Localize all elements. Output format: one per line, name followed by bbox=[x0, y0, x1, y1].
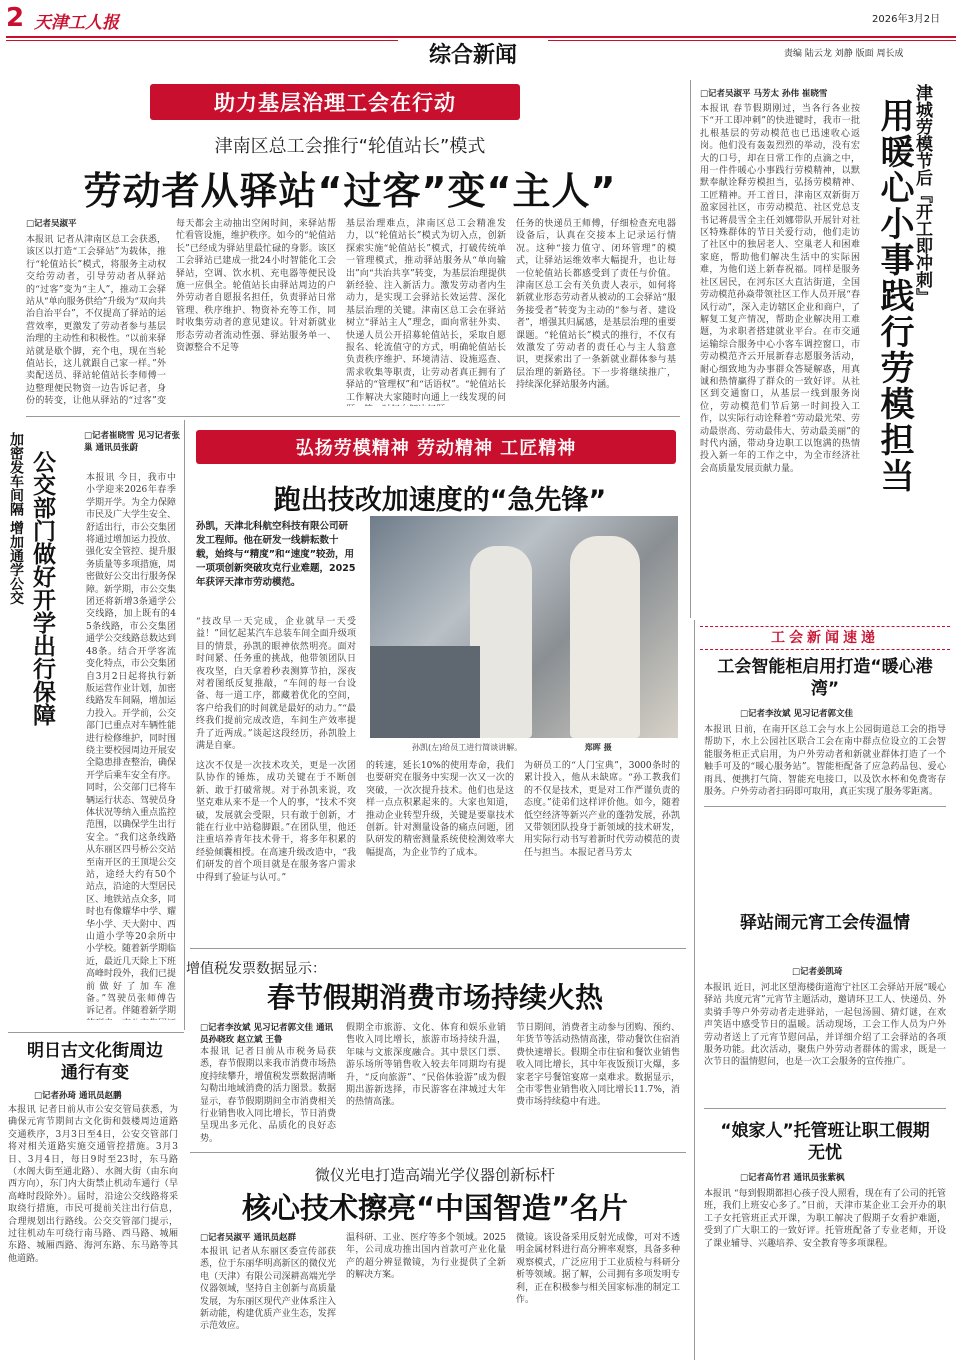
section-title: 综合新闻 bbox=[398, 38, 548, 69]
quick-news-1-byline: □记者李汝斌 见习记者郭文佳 bbox=[740, 709, 853, 719]
street-headline: 明日古文化街周边通行有变 bbox=[27, 1041, 163, 1083]
feature-col-3: 的转速，延长10%的使用寿命，我们也要研究在服务中实现一次又一次的突破，一次次提升技术。他们也是这样一点点积累起来的。大家也知道，推动企业转型升级，关键是要靠技术创新。针对测量设备的痛点问题，团队研发的精密测量系统使检测效率大幅提高，为企业节约了成本。 bbox=[366, 761, 514, 858]
optics-kicker: 微仪光电打造高端光学仪器创新标杆 bbox=[314, 1166, 555, 1184]
quick-news-header bbox=[700, 626, 950, 650]
banner-text: 助力基层治理工会在行动 bbox=[214, 91, 456, 115]
editors: 责编 陆云龙 刘静 版面 周长成 bbox=[784, 49, 904, 59]
optics-byline: □记者吴淑平 通讯员赵群 bbox=[200, 1233, 296, 1243]
lead-col-4: 任务的快递员王师傅，仔细检查充电器设备后，认真在交接本上记录运行情况。这种“接力值守、闭环管理”的模式，让驿站运维效率大幅提升，也让每一位轮值站长都感受到了责任与价值。津南区总工会有关负责人表示，如何将新就业形态劳动者从被动的工会驿站“服务接受者”转变为主动的“参与者、建设者”，增强其归属感，是基层治理的重要课题。“轮值站长”模式的推行，不仅有效激发了劳动者的责任心与主人翁意识，更探索出了一条新就业群体参与基层治理的新路径。下一步将继续推广，持续深化驿站服务内涵。 bbox=[516, 219, 676, 391]
page-number: 2 bbox=[6, 3, 25, 33]
spring-byline: □记者李汝斌 见习记者郭文佳 通讯员孙晓玫 赵立斌 王鲁 bbox=[200, 1023, 333, 1045]
paper-name: 天津工人报 bbox=[34, 13, 119, 33]
bus-byline: □记者崔晓雪 见习记者张巢 通讯员张蔚 bbox=[84, 431, 180, 453]
feature-photo-caption bbox=[412, 742, 612, 753]
section-banner-governance bbox=[150, 84, 520, 120]
feature-col-2: 这次不仅是一次技术攻关，更是一次团队协作的锤炼，成功关键在于不断创新、敢于打破常规。对于孙凯来说，攻坚克难从来不是一个人的事，“技术不突破，发展就会受限，只有敢于创新，才能在行业中站稳脚跟。”在团队里，他还注重培养青年技术骨干，将多年积累的经验倾囊相授。在高速升级改造中，“我们研发的首个项目就是在服务客户需求中得到了验证与认可。” bbox=[196, 761, 356, 883]
feature-col-4: 为研员工的“人门宝典”，3000条时的累计投入，他从未缺席。“孙工教我们的不仅是技术，更是对工作严谨负责的态度。”徒弟们这样评价他。如今，随着低空经济等新兴产业的蓬勃发展，孙凯又带领团队投身于新领域的技术研发，用实际行动书写着新时代劳动模范的责任与担当。本报记者马芳太 bbox=[524, 761, 680, 858]
issue-date: 2026年3月2日 bbox=[872, 14, 941, 25]
lead-col-1: 本报讯 记者从津南区总工会获悉，该区以打造“工会驿站”为载体，推行“轮值站长”模式，将服务主动权交给劳动者，引导劳动者从驿站的“过客”变为“主人”，推动工会驿站从“单向服务供给”升级为“双向共治自治平台”，不仅提高了驿站的运营效率，更激发了劳动者参与基层治理的主动性和积极性。“以前来驿站就是歇个脚，充个电，现在当轮值站长，这儿就跟自己家一样。”外卖配送员、驿站轮值站长李师傅一边整理便民物资一边告诉记者，身份的转变，让他从驿站的“过客”变 bbox=[26, 235, 166, 406]
optics-col-2: 温科研、工业、医疗等多个领域。2025年，公司成功推出国内首款可产业化量产的超分辨显微镜，为行业提供了全新的解决方案。 bbox=[346, 1233, 506, 1281]
bus-body: 本报讯 今日，我市中小学迎来2026年春季学期开学。为全力保障市民及广大学生安全、舒适出行，市公交集团将通过增加运力投放、强化安全管控、提升服务质量等多项措施，周密做好公交出行服务保障。新学期，市公交集团还将新增3条通学公交线路，加上既有的45条线路，市公交集团通学公交线路总数达到48条。结合开学客流变化特点，市公交集团自3月2日起将执行新版运营作业计划，加密线路发车间隔，增加运力投入。开学前，公交部门已重点对车辆性能进行检修维护，同时围绕主要校园周边开展安全隐患排查整治，确保开学后乘车安全有序。同时，公交部门已将车辆运行状态、驾驶员身体状况等纳入重点监控范围，以确保学生出行安全。“我们这条线路从东丽区四号桥公交站至南开区的王顶堤公交站，途经大约有50个站点，沿途的大型居民区、地铁站点众多，同时也有像耀华中学、耀华小学、天大附中、西山道小学等20余所中小学校。随着新学期临近，最近几天除上下班高峰时段外，我们已提前做好了加车准备。”驾驶员张师傅告诉记者。伴随着新学期 bbox=[86, 473, 176, 1017]
right-top-body: 本报讯 春节假期刚过，当各行各业按下“开工即冲刺”的快进键时，我市一批扎根基层的劳动模范也已迅速收心返岗。他们没有轰轰烈烈的举动，没有宏大的口号，却在日常工作的点滴之中，用一件件暖心小事践行劳模精神，以默默奉献诠释劳模担当，弘扬劳模精神、工匠精神。开工首日，津南区双新街万盈家园社区，市劳动模范、社区党总支书记蒋晨雪全主任刘娜带队开展针对社区特殊群体的节日关爱行动，他们走访了社区中的独居老人、空巢老人和困难家庭，帮助他们解决生活中的实际困难，为他们送上新春祝福。同样是服务社区居民，在河东区大直沽街道，全国劳动模范孙焱带领社区工作人员开展“春风行动”，深入走访辖区企业和商户，了解复工复产情况，帮助企业解决用工难题，为求职者搭建就业平台。在市交通运输综合服务中心小客车调控窗口，市劳动模范齐云开展新春志愿服务活动，耐心细致地为办事群众答疑解惑，用真诚和热情赢得了群众的一致好评。从社区到交通窗口，从基层一线到服务岗位，劳动模范们节后第一时间投入工作，以实际行动诠释着“劳动最光荣、劳动最崇高、劳动最伟大、劳动最美丽”的时代内涵，带动身边职工以饱满的热情投入新一年的工作之中，为全市经济社会高质量发展贡献力量。 bbox=[700, 104, 860, 474]
lead-col-3: 基层治理难点，津南区总工会精准发力，以“轮值站长”模式为切入点，创新探索实施“轮值站长”模式，打破传统单一管理模式，推动驿站服务从“单向输出”向“共治共享”转变，为基层治理提供新经验、注入新活力。激发劳动者内生动力，是实现工会驿站长效运营、深化基层治理的关键。津南区总工会在驿站树立“驿站主人”理念，面向常驻外卖、快递人员公开招募轮值站长，采取自愿报名、轮流值守的方式，明确轮值站长负责秩序维护、环境清洁、设施巡查、需求收集等职责，让劳动者真正拥有了驿站的“管理权”和“话语权”。“轮值站长工作解决大家随时向通上一线发现的问 bbox=[346, 219, 506, 403]
feature-photo-caption-text: 孙凯(左)给员工进行简谈讲解。 bbox=[412, 743, 523, 752]
spring-col-1: 本报讯 记者日前从市税务局获悉，春节假期以来我市消费市场热度持续攀升，增值税发票数据清晰勾勒出地域消费的活力图景。数据显示，春节假期期间全市消费相关行业销售收入同比增长，节日消费呈现出多元化、品质化的良好态势。 bbox=[200, 1047, 336, 1144]
spring-col-2: 假期全市旅游、文化、体育和娱乐业销售收入同比增长，旅游市场持续升温，年味与文旅深度融合。其中景区门票、游乐场所等销售收入较去年同期均有提升，“反向旅游”、“民俗体验游”成为假期出游新选择，市民游客在津城过大年的热情高涨。 bbox=[346, 1023, 506, 1108]
photo-person-right bbox=[570, 536, 640, 738]
bus-vertical-kicker: 加密发车间隔 增加通学公交 bbox=[8, 432, 24, 605]
optics-col-1: 本报讯 记者从东丽区委宣传部获悉，位于东丽华明高新区的微仪光电（天津）有限公司深耕高端光学仪器领域，坚持自主创新与高质量发展，为东丽区现代产业体系注入新动能，构建优质产业生态，发挥示范效应。 bbox=[200, 1247, 336, 1332]
spring-col-3: 节日期间，消费者主动参与团购、预约、年货节等活动热情高涨，带动餐饮住宿消费快速增长。假期全市住宿和餐饮业销售收入同比增长，其中年夜饭预订火爆，多家老字号餐馆宴席一桌难求。数据显示，全市零售业销售收入同比增长11.7%，消费市场持续稳中有进。 bbox=[516, 1023, 680, 1108]
quick-news-1-body: 本报讯 日前，在南开区总工会与水上公园街道总工会的指导帮助下，水上公园社区联合工会在南中群点位设立的工会智能服务柜正式启用，为户外劳动者和新就业群体打造了一个触手可及的“暖心服务站”。智能柜配备了应急药品包、爱心雨具、便携打气筒、智能充电接口，以及饮水杯和免费寄存服务。户外劳动者扫码即可取用，真正实现了服务零距离。 bbox=[704, 725, 946, 798]
street-body: 本报讯 记者日前从市公安交管局获悉，为确保元宵节期间古文化街和鼓楼周边道路交通秩序，3月3日至4日，公安交管部门将对相关道路实施交通管控措施。3月3日、3月4日，每日9时至23时，东马路（水阁大街至通北路）、水阁大街（由东向西方向），东门内大街禁止机动车通行（早高峰时段除外）。届时，沿途公交线路将采取绕行措施，市民可提前关注出行信息，合理规划出行路线。公交交管部门提示，过往机动车可绕行南马路、西马路、城厢东路、城厢西路、海河东路、东马路等其他道路。 bbox=[8, 1105, 178, 1264]
feature-headline: 跑出技改加速度的“急先锋” bbox=[273, 485, 607, 516]
feature-col-1: “技改早一天完成，企业就早一天受益！”回忆起某汽车总装车间全面升级项目的情景，孙凯的眼神依然明亮。面对时间紧、任务重的挑战，他带领团队日夜攻坚，白天拿着秒表测算节拍，深夜对着图纸反复推敲，“车间的每一台设备、每一道工序，都藏着优化的空间，客户给我们的时间就是最好的动力。”“最终我们提前完成改造，车间生产效率提升了近两成。”谈起这段经历，孙凯脸上满是自豪。 bbox=[196, 617, 356, 752]
quick-news-2-byline: □记者姜凯琦 bbox=[792, 967, 843, 977]
lead-col-2: 每天都会主动抽出空闲时间，来驿站帮忙看管设施，维护秩序。如今的“轮值站长”已经成为驿站里最忙碌的身影。该区工会驿站已建成一批24小时智能化工会驿站，空调、饮水机、充电器等便民设施一应俱全。轮值站长由驿站周边的户外劳动者自愿报名担任，负责驿站日常管理、秩序维护、物资补充等工作，同时收集劳动者的意见建议。针对新就业形态劳动者流动性强、驿站服务单一、资源整合不足等 bbox=[176, 219, 336, 354]
street-byline: □记者孙琦 通讯员赵鹏 bbox=[34, 1091, 122, 1101]
quick-news-3-byline: □记者高竹君 通讯员张紫枫 bbox=[740, 1173, 845, 1183]
quick-news-3-headline: “娘家人”托管班让职工假期无忧 bbox=[720, 1121, 930, 1163]
optics-col-3: 微镜。该设备采用反射光成像，可对不透明金属材料进行高分辨率观察，具备多种观察模式，广泛应用于工业质检与科研分析等领域。据了解，公司拥有多项发明专利，正在积极参与相关国家标准的制定工作。 bbox=[516, 1233, 680, 1306]
bus-vertical-title: 公交部门做好开学出行保障 bbox=[29, 450, 55, 726]
feature-intro: 孙凯，天津北科航空科技有限公司研发工程师。他在研发一线耕耘数十载，始终与“精度”和“速度”较劲，用一项项创新突破攻克行业难题，2025年获评天津市劳动模范。 bbox=[196, 521, 356, 588]
photo-machine bbox=[370, 646, 480, 738]
spring-kicker: 增值税发票数据显示： bbox=[186, 961, 326, 977]
lead-kicker: 津南区总工会推行“轮值站长”模式 bbox=[214, 136, 486, 157]
lead-headline: 劳动者从驿站“过客”变“主人” bbox=[83, 169, 617, 213]
quick-news-1-body-cont bbox=[704, 760, 946, 872]
feature-photo bbox=[370, 516, 678, 738]
quick-news-1-headline: 工会智能柜启用打造“暖心港湾” bbox=[717, 657, 933, 699]
quick-news-2-body: 本报讯 近日，河北区望海楼街道海宁社区工会驿站开展“暖心驿站 共度元宵”元宵节主题活动，邀请环卫工人、快递员、外卖骑手等户外劳动者走进驿站，一起包汤圆、猜灯谜，在欢声笑语中感受节日的温暖。活动现场，工会工作人员为户外劳动者送上了元宵节慰问品，并详细介绍了工会驿站的各项服务功能。此次活动，聚焦户外劳动者群体的需求，既是一次节日的温情慰问，也是一次工会服务的宣传推广。 bbox=[704, 983, 946, 1068]
right-top-byline: □记者吴淑平 马芳太 孙伟 崔晓雪 bbox=[700, 89, 828, 99]
quick-news-2-headline: 驿站闹元宵工会传温情 bbox=[740, 913, 910, 933]
quick-news-header-text: 工会新闻速递 bbox=[771, 630, 879, 646]
right-vertical-title: 用暖心小事践行劳模担当 bbox=[874, 98, 914, 494]
feature-photo-credit: 郑晖 摄 bbox=[584, 743, 612, 752]
section-banner-spirit bbox=[196, 430, 676, 464]
banner2-text: 弘扬劳模精神 劳动精神 工匠精神 bbox=[295, 438, 577, 459]
spring-headline: 春节假期消费市场持续火热 bbox=[266, 981, 603, 1014]
right-vertical-kicker: 津城劳模节后『开工即冲刺』 bbox=[912, 84, 932, 305]
optics-headline: 核心技术擦亮“中国智造”名片 bbox=[241, 1191, 629, 1225]
lead-byline: □记者吴淑平 bbox=[26, 219, 77, 229]
quick-news-3-body: 本报讯 “每到假期都担心孩子没人照看，现在有了公司的托管班，我们上班安心多了。”日前，天津市某企业工会开办的职工子女托管班正式开课，为职工解决了假期子女看护难题，受到了广大职工的一致好评。托管班配备了专业老师，开设了课业辅导、兴趣培养、安全教育等多项课程。 bbox=[704, 1189, 946, 1249]
